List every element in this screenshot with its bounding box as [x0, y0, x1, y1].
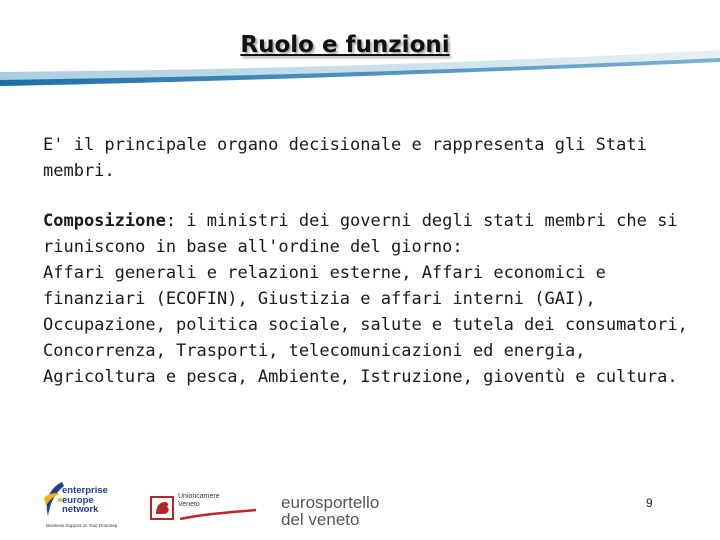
- intro-paragraph: E' il principale organo decisionale e rappresenta gli Stati membri.: [43, 135, 647, 181]
- unioncamere-line-2: Veneto: [178, 501, 200, 508]
- slide-title: Ruolo e funzioni: [240, 32, 450, 58]
- composition-text: : i ministri dei governi degli stati membri che si riuniscono in base all'ordine del giorno:: [43, 211, 678, 257]
- eurosportello-logo: [281, 494, 379, 528]
- page-number: 9: [646, 496, 653, 510]
- eurosportello-line-1: eurosportello: [281, 493, 380, 512]
- een-line-3: network: [62, 504, 99, 515]
- lion-seal-icon: [150, 496, 174, 520]
- header-banner: [0, 0, 720, 95]
- een-tagline: Business Support on Your Doorstep: [46, 523, 118, 528]
- een-line-1: enterprise: [62, 485, 108, 496]
- unioncamere-line-1: Unioncamere: [178, 493, 220, 500]
- een-line-2: europe: [62, 494, 94, 506]
- een-logo-text: [62, 486, 108, 515]
- slide-body: [43, 132, 693, 390]
- red-stroke-icon: [178, 508, 258, 522]
- unioncamere-text: [178, 493, 220, 509]
- composition-paragraph: [43, 208, 693, 260]
- eurosportello-line-2: del veneto: [281, 510, 360, 529]
- composition-label: Composizione: [43, 211, 166, 231]
- council-list: Affari generali e relazioni esterne, Affari economici e finanziari (ECOFIN), Giustizia e affari interni (GAI), Occupazione, politica sociale, salute e tutela dei consumatori, Concorrenza, Trasporti, telecomunicazioni ed energia, Agricoltura e pesca, Ambiente, Istruzione, gioventù e cultura.: [43, 263, 688, 387]
